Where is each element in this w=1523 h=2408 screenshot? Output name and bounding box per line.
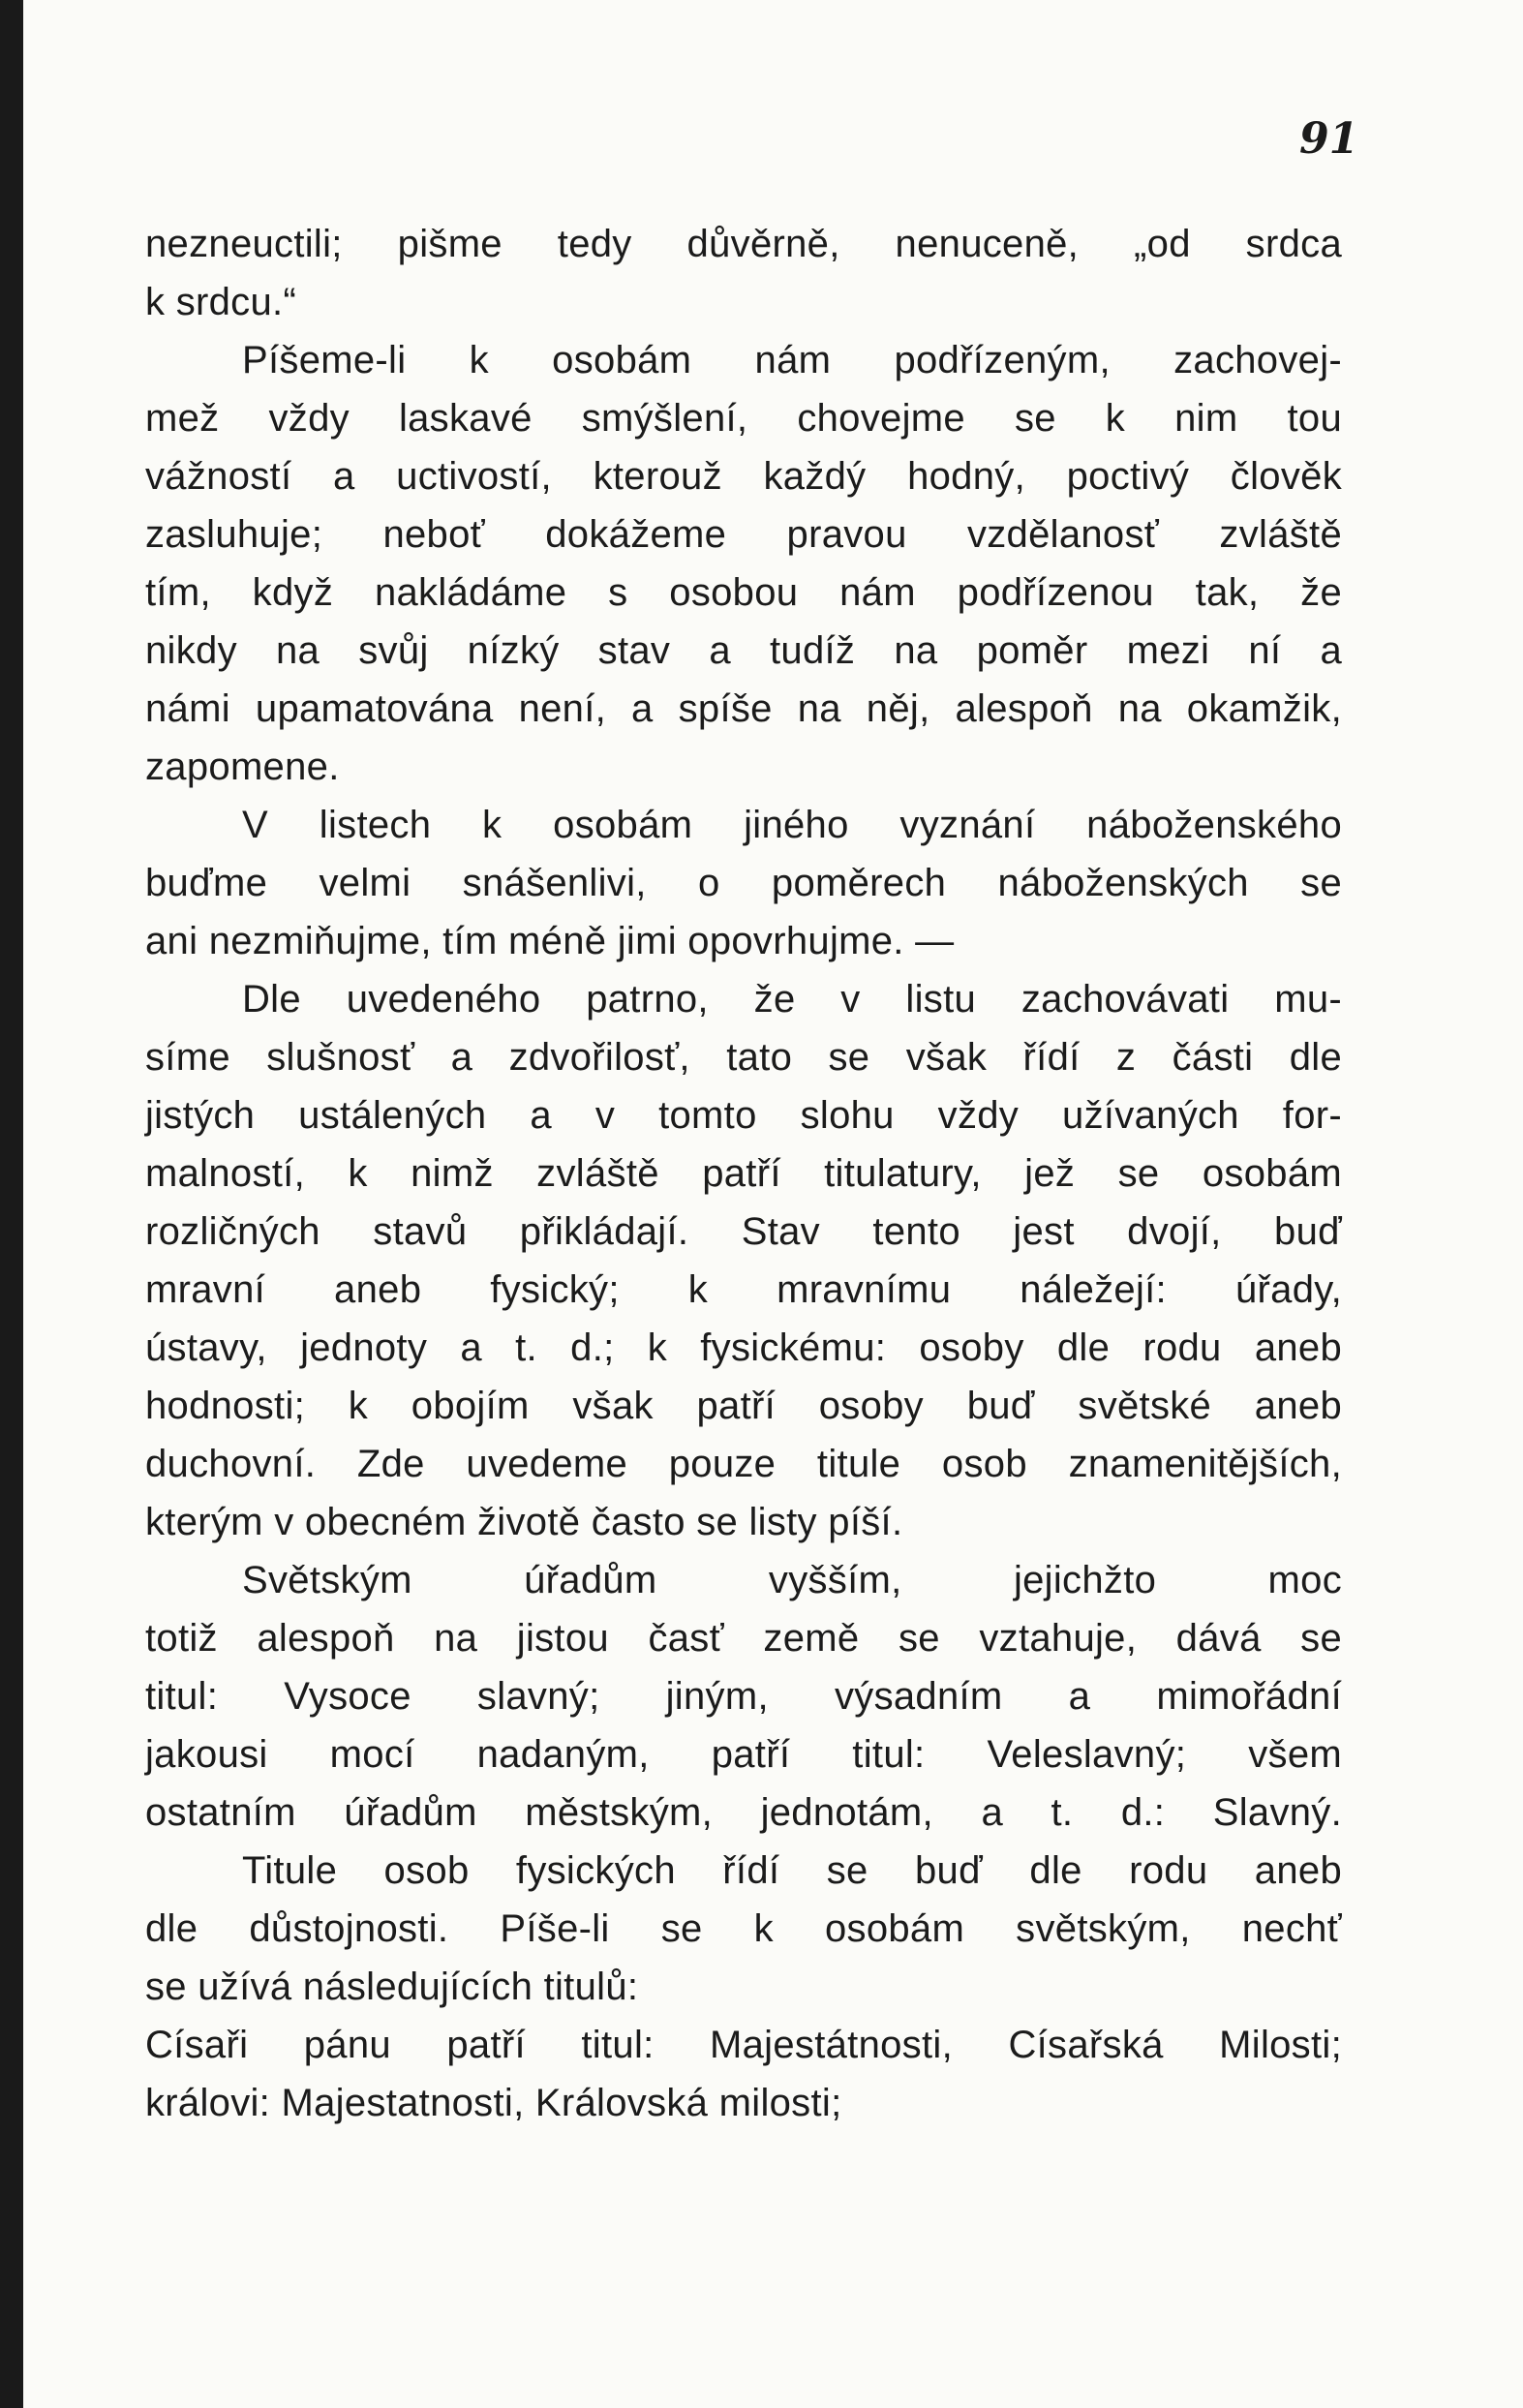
text-line: malností, k nimž zvláště patří titulatury, jež se osobám [145, 1152, 1342, 1195]
text-line: síme slušnosť a zdvořilosť, tato se však řídí z části dle [145, 1036, 1342, 1079]
text-line: rozličných stavů přikládají. Stav tento jest dvojí, buď [145, 1210, 1342, 1253]
text-line: kterým v obecném životě často se listy píší. [145, 1501, 903, 1543]
text-line: duchovní. Zde uvedeme pouze titule osob znamenitějších, [145, 1443, 1342, 1485]
text-line: nezneuctili; pišme tedy důvěrně, nenuceně, „od srdca [145, 223, 1342, 265]
text-line: jakousi mocí nadaným, patří titul: Veleslavný; všem [145, 1733, 1342, 1776]
text-line: V listech k osobám jiného vyznání náboženského [242, 804, 1342, 846]
text-line: titul: Vysoce slavný; jiným, výsadním a mimořádní [145, 1675, 1342, 1718]
text-line: ostatním úřadům městským, jednotám, a t. d.: Slavný. [145, 1791, 1342, 1834]
text-line: nikdy na svůj nízký stav a tudíž na poměr mezi ní a [145, 629, 1342, 672]
body-text [145, 215, 1342, 2132]
text-line: Titule osob fysických řídí se buď dle rodu aneb [242, 1849, 1342, 1892]
text-line: Světským úřadům vyšším, jejichžto moc [242, 1559, 1342, 1601]
text-line: se užívá následujících titulů: [145, 1966, 639, 2008]
text-line: Dle uvedeného patrno, že v listu zachovávati mu- [242, 978, 1342, 1021]
text-line: ani nezmiňujme, tím méně jimi opovrhujme. — [145, 920, 955, 962]
text-line: ústavy, jednoty a t. d.; k fysickému: osoby dle rodu aneb [145, 1326, 1342, 1369]
text-line: dle důstojnosti. Píše-li se k osobám světským, nechť [145, 1907, 1342, 1950]
text-line: jistých ustálených a v tomto slohu vždy užívaných for- [145, 1094, 1342, 1137]
text-line: k srdcu.“ [145, 281, 297, 323]
text-line: mravní aneb fysický; k mravnímu náležejí: úřady, [145, 1268, 1342, 1311]
text-line: námi upamatována není, a spíše na něj, alespoň na okamžik, [145, 687, 1342, 730]
text-line: vážností a uctivostí, kterouž každý hodný, poctivý člověk [145, 455, 1342, 498]
text-line: Píšeme-li k osobám nám podřízeným, zachovej- [242, 339, 1342, 381]
text-line: zapomene. [145, 746, 340, 788]
text-line: mež vždy laskavé smýšlení, chovejme se k nim tou [145, 397, 1342, 440]
text-line: hodnosti; k obojím však patří osoby buď světské aneb [145, 1385, 1342, 1427]
text-line: tím, když nakládáme s osobou nám podřízenou tak, že [145, 571, 1342, 614]
text-line: královi: Majestatnosti, Královská milosti; [145, 2082, 842, 2124]
page-number: 91 [1299, 114, 1359, 164]
text-line: buďme velmi snášenlivi, o poměrech náboženských se [145, 862, 1342, 904]
book-page [23, 0, 1523, 2408]
text-line: totiž alespoň na jistou časť země se vztahuje, dává se [145, 1617, 1342, 1660]
text-line: Císaři pánu patří titul: Majestátnosti, Císařská Milosti; [145, 2024, 1342, 2066]
text-line: zasluhuje; neboť dokážeme pravou vzdělanosť zvláště [145, 513, 1342, 556]
